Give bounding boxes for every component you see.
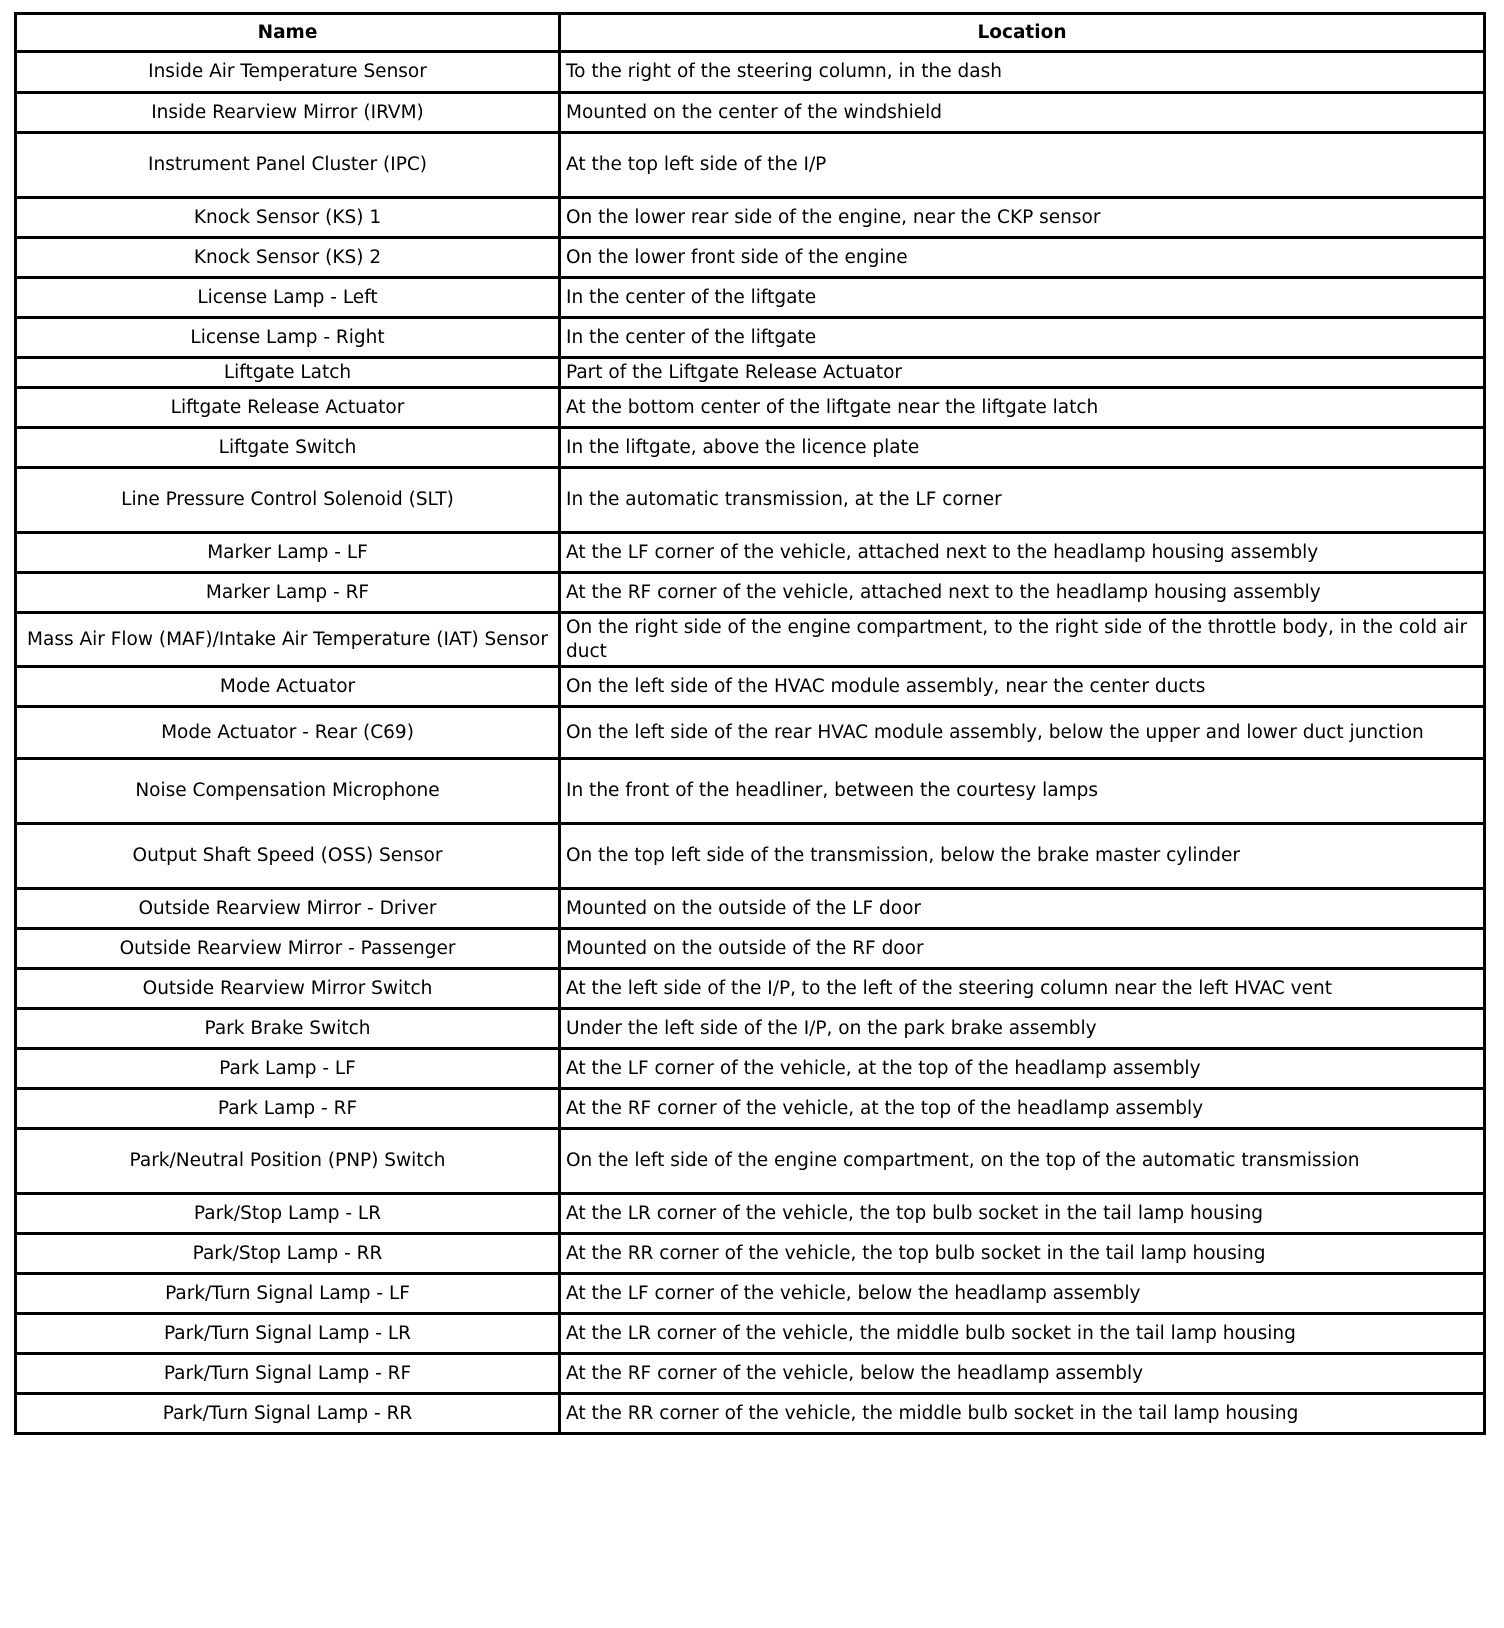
table-row: [16, 238, 1485, 278]
table-row: [16, 533, 1485, 573]
component-location: On the left side of the engine compartment, on the top of the automatic transmission: [560, 1129, 1485, 1194]
component-name: Outside Rearview Mirror - Passenger: [16, 929, 560, 969]
component-name: Park/Turn Signal Lamp - LF: [16, 1274, 560, 1314]
table-row: [16, 1194, 1485, 1234]
component-location: Mounted on the outside of the RF door: [560, 929, 1485, 969]
table-row: [16, 889, 1485, 929]
component-location: At the RF corner of the vehicle, below the headlamp assembly: [560, 1354, 1485, 1394]
component-location: In the center of the liftgate: [560, 278, 1485, 318]
component-name: Inside Air Temperature Sensor: [16, 52, 560, 93]
component-location: Mounted on the outside of the LF door: [560, 889, 1485, 929]
component-location: In the liftgate, above the licence plate: [560, 428, 1485, 468]
component-name: License Lamp - Left: [16, 278, 560, 318]
component-name: Instrument Panel Cluster (IPC): [16, 133, 560, 198]
component-location: In the center of the liftgate: [560, 318, 1485, 358]
table-row: [16, 824, 1485, 889]
component-location: At the LR corner of the vehicle, the top bulb socket in the tail lamp housing: [560, 1194, 1485, 1234]
table-row: [16, 1234, 1485, 1274]
component-location: At the left side of the I/P, to the left of the steering column near the left HVAC vent: [560, 969, 1485, 1009]
table-row: [16, 573, 1485, 613]
component-name: Outside Rearview Mirror - Driver: [16, 889, 560, 929]
table-row: [16, 133, 1485, 198]
component-name: Park Brake Switch: [16, 1009, 560, 1049]
table-row: [16, 613, 1485, 667]
table-row: [16, 358, 1485, 388]
component-location: In the front of the headliner, between the courtesy lamps: [560, 759, 1485, 824]
component-location: At the RR corner of the vehicle, the top bulb socket in the tail lamp housing: [560, 1234, 1485, 1274]
component-name: Park/Neutral Position (PNP) Switch: [16, 1129, 560, 1194]
component-name: Mode Actuator - Rear (C69): [16, 707, 560, 759]
table-row: [16, 1274, 1485, 1314]
component-location: Mounted on the center of the windshield: [560, 93, 1485, 133]
component-name: Liftgate Switch: [16, 428, 560, 468]
component-location: At the LF corner of the vehicle, attached next to the headlamp housing assembly: [560, 533, 1485, 573]
component-location: On the right side of the engine compartment, to the right side of the throttle body, in the cold air duct: [560, 613, 1485, 667]
table-row: [16, 1089, 1485, 1129]
component-location: At the RR corner of the vehicle, the middle bulb socket in the tail lamp housing: [560, 1394, 1485, 1434]
component-location: Part of the Liftgate Release Actuator: [560, 358, 1485, 388]
header-location: Location: [560, 14, 1485, 52]
table-row: [16, 198, 1485, 238]
table-row: [16, 1354, 1485, 1394]
component-name: Liftgate Latch: [16, 358, 560, 388]
table-row: [16, 1129, 1485, 1194]
component-location: At the RF corner of the vehicle, at the top of the headlamp assembly: [560, 1089, 1485, 1129]
component-location: On the lower front side of the engine: [560, 238, 1485, 278]
component-location: On the lower rear side of the engine, near the CKP sensor: [560, 198, 1485, 238]
table-row: [16, 1394, 1485, 1434]
table-row: [16, 278, 1485, 318]
component-location: On the top left side of the transmission, below the brake master cylinder: [560, 824, 1485, 889]
component-name: Marker Lamp - RF: [16, 573, 560, 613]
component-name: Line Pressure Control Solenoid (SLT): [16, 468, 560, 533]
table-row: [16, 667, 1485, 707]
component-location: In the automatic transmission, at the LF corner: [560, 468, 1485, 533]
component-name: Park/Stop Lamp - RR: [16, 1234, 560, 1274]
component-name: Outside Rearview Mirror Switch: [16, 969, 560, 1009]
component-location: At the LR corner of the vehicle, the middle bulb socket in the tail lamp housing: [560, 1314, 1485, 1354]
table-row: [16, 1009, 1485, 1049]
table-row: [16, 52, 1485, 93]
component-location: On the left side of the rear HVAC module assembly, below the upper and lower duct junction: [560, 707, 1485, 759]
table-row: [16, 969, 1485, 1009]
table-row: [16, 759, 1485, 824]
table-row: [16, 318, 1485, 358]
component-location: At the LF corner of the vehicle, at the top of the headlamp assembly: [560, 1049, 1485, 1089]
component-location: To the right of the steering column, in the dash: [560, 52, 1485, 93]
table-row: [16, 93, 1485, 133]
component-name: Park/Turn Signal Lamp - RR: [16, 1394, 560, 1434]
table-row: [16, 388, 1485, 428]
component-location-table: [14, 12, 1486, 1435]
component-location: At the LF corner of the vehicle, below the headlamp assembly: [560, 1274, 1485, 1314]
table-row: [16, 707, 1485, 759]
component-location: At the RF corner of the vehicle, attached next to the headlamp housing assembly: [560, 573, 1485, 613]
component-name: Park/Turn Signal Lamp - LR: [16, 1314, 560, 1354]
header-row: [16, 14, 1485, 52]
component-name: Park Lamp - RF: [16, 1089, 560, 1129]
component-location: At the top left side of the I/P: [560, 133, 1485, 198]
component-name: Noise Compensation Microphone: [16, 759, 560, 824]
component-name: Mode Actuator: [16, 667, 560, 707]
table-row: [16, 428, 1485, 468]
component-name: Park Lamp - LF: [16, 1049, 560, 1089]
table-row: [16, 929, 1485, 969]
component-name: Output Shaft Speed (OSS) Sensor: [16, 824, 560, 889]
table-row: [16, 1049, 1485, 1089]
component-name: Inside Rearview Mirror (IRVM): [16, 93, 560, 133]
component-name: Park/Stop Lamp - LR: [16, 1194, 560, 1234]
component-name: Park/Turn Signal Lamp - RF: [16, 1354, 560, 1394]
table-row: [16, 1314, 1485, 1354]
component-location: Under the left side of the I/P, on the park brake assembly: [560, 1009, 1485, 1049]
component-location: At the bottom center of the liftgate near the liftgate latch: [560, 388, 1485, 428]
component-name: Knock Sensor (KS) 1: [16, 198, 560, 238]
header-name: Name: [16, 14, 560, 52]
component-name: License Lamp - Right: [16, 318, 560, 358]
component-name: Knock Sensor (KS) 2: [16, 238, 560, 278]
component-name: Liftgate Release Actuator: [16, 388, 560, 428]
component-location: On the left side of the HVAC module assembly, near the center ducts: [560, 667, 1485, 707]
component-name: Mass Air Flow (MAF)/Intake Air Temperature (IAT) Sensor: [16, 613, 560, 667]
table-row: [16, 468, 1485, 533]
component-name: Marker Lamp - LF: [16, 533, 560, 573]
